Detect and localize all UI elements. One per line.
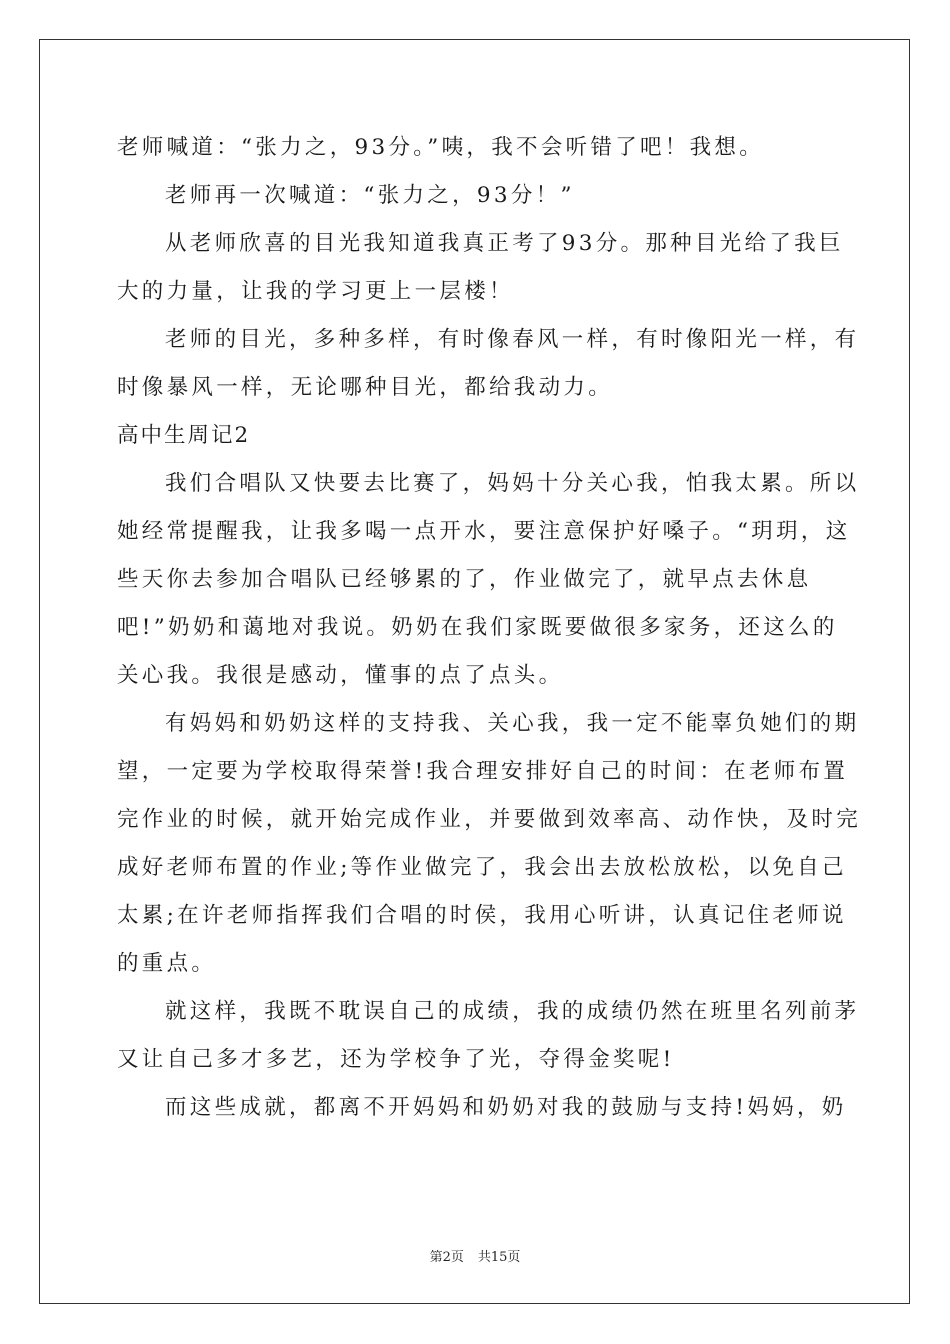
text-line: 的重点。	[117, 951, 217, 976]
page-footer	[0, 1246, 950, 1265]
text-line: 大的力量，让我的学习更上一层楼！	[117, 279, 514, 304]
text-line: 她经常提醒我，让我多喝一点开水，要注意保护好嗓子。“玥玥，这	[117, 519, 851, 544]
section-heading: 高中生周记2	[117, 423, 251, 448]
text-line: 有妈妈和奶奶这样的支持我、关心我，我一定不能辜负她们的期	[165, 711, 860, 736]
text-line: 时像暴风一样，无论哪种目光，都给我动力。	[117, 375, 614, 400]
text-line: 关心我。我很是感动，懂事的点了点头。	[117, 663, 564, 688]
document-body	[117, 124, 862, 1132]
text-line: 就这样，我既不耽误自己的成绩，我的成绩仍然在班里名列前茅	[165, 999, 860, 1024]
text-line: 老师喊道：“张力之，93分。”咦，我不会听错了吧！我想。	[117, 135, 764, 160]
text-line: 我们合唱队又快要去比赛了，妈妈十分关心我，怕我太累。所以	[165, 471, 860, 496]
text-line: 从老师欣喜的目光我知道我真正考了93分。那种目光给了我巨	[165, 231, 844, 256]
text-line: 老师的目光，多种多样，有时像春风一样，有时像阳光一样，有	[165, 327, 860, 352]
text-line: 又让自己多才多艺，还为学校争了光，夺得金奖呢!	[117, 1047, 675, 1072]
page-total: 共15页	[477, 1250, 521, 1265]
text-line: 吧!”奶奶和蔼地对我说。奶奶在我们家既要做很多家务，还这么的	[117, 615, 838, 640]
text-line: 老师再一次喊道：“张力之，93分！”	[165, 183, 575, 208]
text-line: 成好老师布置的作业;等作业做完了，我会出去放松放松，以免自己	[117, 855, 847, 880]
text-line: 些天你去参加合唱队已经够累的了，作业做完了，就早点去休息	[117, 567, 812, 592]
text-line: 而这些成就，都离不开妈妈和奶奶对我的鼓励与支持!妈妈，奶	[165, 1095, 847, 1120]
text-line: 望，一定要为学校取得荣誉!我合理安排好自己的时间：在老师布置	[117, 759, 849, 784]
page-number: 第2页	[429, 1250, 464, 1265]
text-line: 完作业的时候，就开始完成作业，并要做到效率高、动作快，及时完	[117, 807, 862, 832]
text-line: 太累;在许老师指挥我们合唱的时侯，我用心听讲，认真记住老师说	[117, 903, 847, 928]
